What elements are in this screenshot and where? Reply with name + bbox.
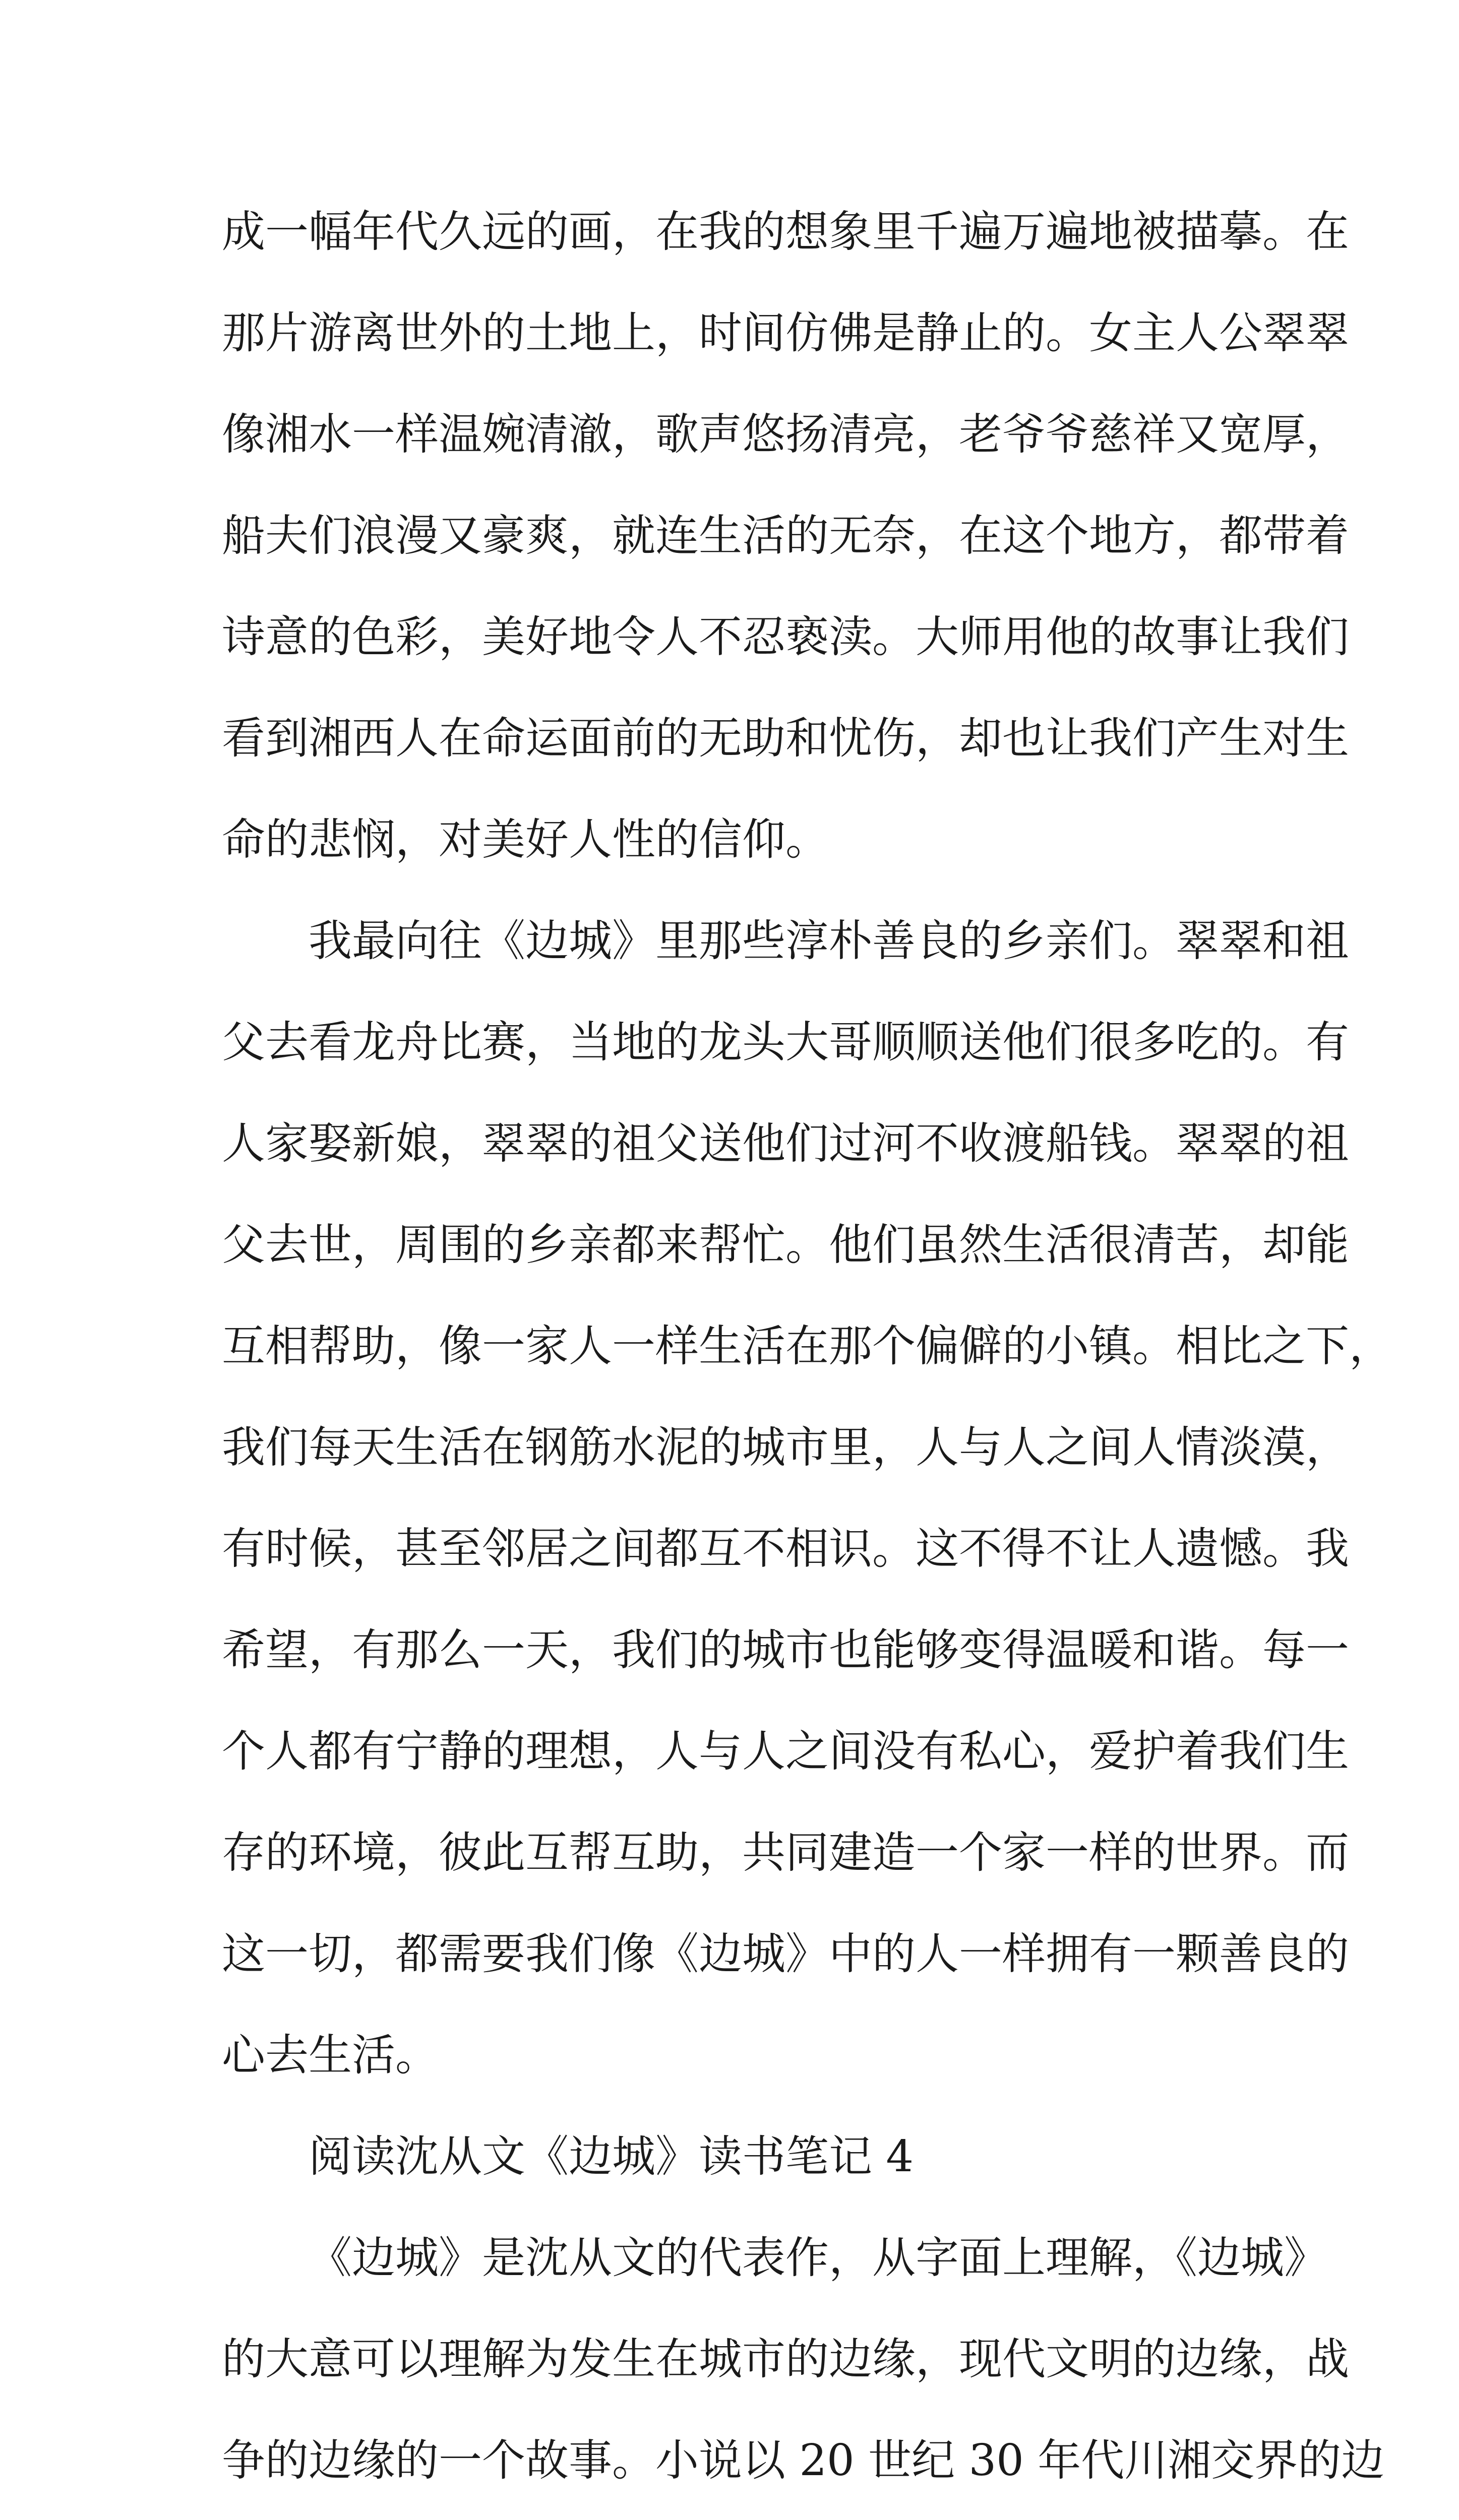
text-line: 父去看龙舟比赛，当地的龙头大哥顺顺送他们很多吃的。有 <box>222 1017 1349 1067</box>
text-line: 的大意可以理解为发生在城市的边缘，现代文明的边缘，战 <box>222 2334 1349 2384</box>
text-line: 看到湘西人在命运面前的无助和忧伤，却也让我们产生对生 <box>222 713 1349 764</box>
text-line: 争的边缘的一个故事。小说以 20 世纪 30 年代川湘交界的边 <box>222 2435 1385 2486</box>
text-line: 像湘水一样温婉清澈，歌声悠扬清亮，老爷爷慈祥又宽厚， <box>222 409 1349 460</box>
text-line: 存的环境，彼此互帮互助，共同建造一个家一样的世界。而 <box>222 1828 1349 1878</box>
section-heading: 阅读沈从文《边城》读书笔记 4 <box>309 2131 914 2182</box>
text-line: 希望，有那么一天，我们的城市也能够变得温暖和谐。每一 <box>222 1625 1349 1675</box>
text-line: 命的悲悯，对美好人性的信仰。 <box>222 814 829 865</box>
text-line: 父去世，周围的乡亲都来帮忙。他们虽然生活很清苦，却能 <box>222 1220 1349 1270</box>
text-line: 个人都有宁静的理想，人与人之间没有私心，爱护着我们生 <box>222 1726 1349 1777</box>
paragraph-first-line: 《边城》是沈从文的代表作，从字面上理解，《边城》 <box>309 2233 1327 2283</box>
text-line: 互相帮助，像一家人一样生活在那个偏僻的小镇。相比之下， <box>222 1321 1392 1371</box>
text-line: 船夫们浪漫又豪爽，就连生活的无奈，在这个地方，都带着 <box>222 511 1349 561</box>
text-line: 心去生活。 <box>222 2030 439 2081</box>
text-line: 有时候，甚至邻居之间都互不相识。这不得不让人遗憾。我 <box>222 1524 1349 1574</box>
paragraph-first-line: 我最向往《边城》里那些淳朴善良的乡亲们。翠翠和祖 <box>309 916 1349 966</box>
text-line: 这一切，都需要我们像《边城》中的人一样拥有一颗善良的 <box>222 1929 1349 1979</box>
text-line: 诗意的色彩，美好地令人不忍亵渎。大师用他的故事让我们 <box>222 612 1349 662</box>
text-line <box>222 2511 1250 2520</box>
text-line: 我们每天生活在钢筋水泥的城市里，人与人之间人情淡漠， <box>222 1422 1349 1473</box>
text-line: 成一幅年代久远的画，在我的想象里千遍万遍地被描摹。在 <box>222 207 1349 257</box>
text-line: 那片游离世外的土地上，时间仿佛是静止的。女主人公翠翠 <box>222 308 1349 358</box>
text-line: 人家娶新娘，翠翠的祖父送他们过河不收渡船钱。翠翠的祖 <box>222 1118 1349 1169</box>
document-page <box>222 181 1392 2520</box>
